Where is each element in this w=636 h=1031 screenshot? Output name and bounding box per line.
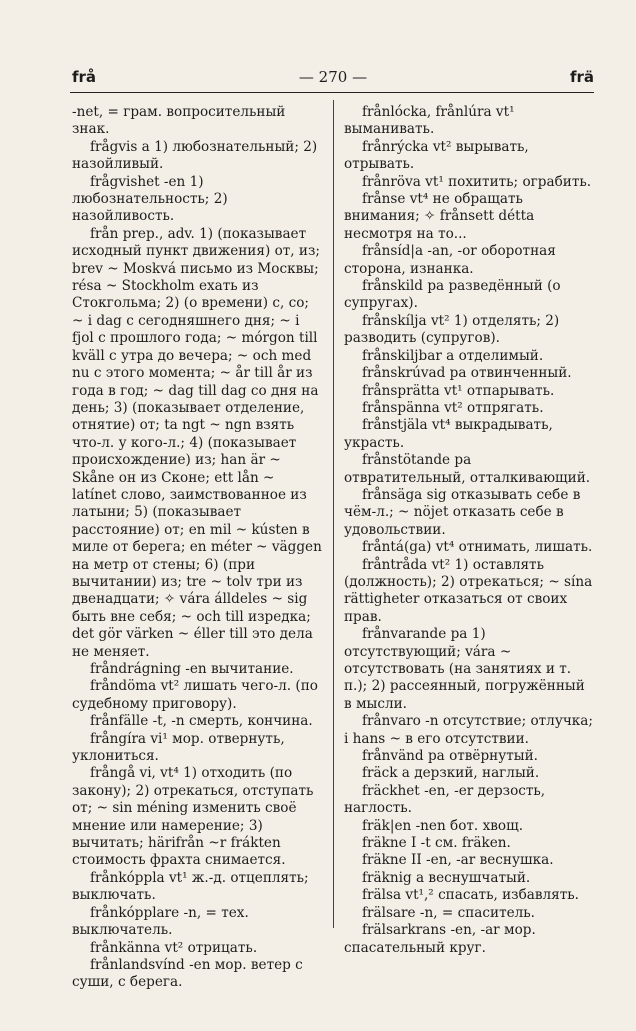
header-rule <box>70 92 594 93</box>
dict-entry: frånlandsvínd -en мор. ветер с суши, с берега. <box>72 956 303 991</box>
dict-entry: frånskiljbar a отделимый. <box>362 347 544 364</box>
dict-entry: frånstjäla vt⁴ выкрадывать, украсть. <box>344 417 553 451</box>
guide-word-left: frå <box>72 68 97 86</box>
dict-entry: frånkópplare -n, = тех. выключатель. <box>72 904 249 939</box>
page-header <box>72 68 594 92</box>
dict-entry: fråntá(ga) vt⁴ отнимать, лишать. <box>362 539 593 556</box>
dict-entry: frånsprätta vt¹ отпарывать. <box>362 382 555 399</box>
dict-entry: fräknig a веснушчатый. <box>362 869 531 886</box>
dict-entry: frångå vi, vt⁴ 1) отходить (по закону); 2) отрекаться, отступать от; ~ sin méning изменить своё мнение или намерение; 3) вычитать; härifrån ~r frákten стоимость фрахта снимается. <box>72 765 314 869</box>
dict-entry: frågvis a 1) любознательный; 2) назойливый. <box>72 138 318 173</box>
dict-entry: fräk|en -nen бот. хвощ. <box>362 817 524 834</box>
dict-entry: fråntråda vt² 1) оставлять (должность); 2) отрекаться; ~ sína rättigheter отказаться от своих прав. <box>344 556 593 625</box>
dict-entry: från prep., adv. 1) (показывает исходный пункт движения) от, из; brev ~ Moskvá письмо из Москвы; résa ~ Stockholm ехать из Стокгольма; 2) (о времени) с, со; ~ i dag с сегодняшнего дня; ~ i fjol с прошлого года; ~ mórgon till kväll с утра до вечера; ~ och med nu с этого момента; ~ år till år из года в год; ~ dag till dag со дня на день; 3) (показывает отделение, отнятие) от; ta ngt ~ ngn взять что-л. у кого-л.; 4) (показывает происхождение) из; han är ~ Skåne он из Сконе; ett lån ~ latínet слово, заимствованное из латыни; 5) (показывает расстояние) от; en mil ~ kústen в миле от берега; en méter ~ väggen на метр от стены; 6) (при вычитании) из; tre ~ tolv три из двенадцати; ✧ vára álldeles ~ sig быть вне себя; ~ och till изредка; det gör värken ~ éller till это дела не меняет. <box>72 225 322 660</box>
dict-entry: frånspänna vt² отпрягать. <box>362 399 544 416</box>
dict-entry: frånvaro -n отсутствие; отлучка; i hans ~ в его отсутствии. <box>344 713 593 747</box>
dict-entry: fräck a дерзкий, наглый. <box>362 765 540 782</box>
left-column <box>72 104 322 992</box>
dict-entry: fräckhet -en, -er дерзость, наглость. <box>344 782 546 817</box>
dict-entry: frånvarande pa 1) отсутствующий; vára ~ отсутствовать (на занятиях и т. п.); 2) рассеянный, погружённый в мысли. <box>344 626 585 712</box>
column-divider <box>333 100 334 928</box>
right-column <box>344 104 594 957</box>
dict-entry: frånvänd pa отвёрнутый. <box>362 748 538 765</box>
dict-entry: fråndrágning -en вычитание. <box>90 661 294 677</box>
dict-entry: frånkóppla vt¹ ж.-д. отцеплять; выключать. <box>72 869 309 904</box>
dict-entry: frånskild pa разведённый (о супругах). <box>344 278 561 312</box>
dict-entry: frånröva vt¹ похитить; ограбить. <box>362 173 592 190</box>
dict-entry: fräkne II -en, -ar веснушка. <box>362 852 554 869</box>
dict-entry: frälsare -n, = спаситель. <box>362 904 536 921</box>
dict-entry: frånlócka, frånlúra vt¹ выманивать. <box>344 104 515 138</box>
dict-entry: frågvishet -en 1) любознательность; 2) назойливость. <box>72 173 228 225</box>
dict-entry: frånfälle -t, -n смерть, кончина. <box>90 713 313 730</box>
page-number: — 270 — <box>298 68 368 86</box>
dict-entry: frånse vt⁴ не обращать внимания; ✧ frånsett détta несмотря на то... <box>344 191 535 242</box>
dict-entry: -net, = грам. вопросительный знак. <box>72 104 286 138</box>
dict-entry: frånsäga sig отказывать себе в чём-л.; ~ nöjet отказать себе в удовольствии. <box>344 486 581 538</box>
dict-entry: frälsarkrans -en, -ar мор. спасательный круг. <box>344 922 536 956</box>
dict-entry: frånskrúvad pa отвинченный. <box>362 365 572 382</box>
dict-entry: frånkänna vt² отрицать. <box>90 939 258 956</box>
dict-entry: frånskílja vt² 1) отделять; 2) разводить (супругов). <box>344 312 560 347</box>
dict-entry: frånstötande pa отвратительный, отталкивающий. <box>344 452 591 486</box>
dict-entry: fräkne I -t см. fräken. <box>362 835 511 852</box>
dict-entry: frångíra vi¹ мор. отвернуть, уклониться. <box>72 730 285 765</box>
guide-word-right: frä <box>569 68 594 86</box>
dict-entry: frälsa vt¹,² спасать, избавлять. <box>362 887 579 904</box>
dict-entry: frånrýcka vt² вырывать, отрывать. <box>344 138 529 173</box>
dict-entry: fråndöma vt² лишать чего-л. (по судебному приговору). <box>72 678 318 712</box>
dict-entry: frånsíd|a -an, -or оборотная сторона, изнанка. <box>344 243 556 277</box>
